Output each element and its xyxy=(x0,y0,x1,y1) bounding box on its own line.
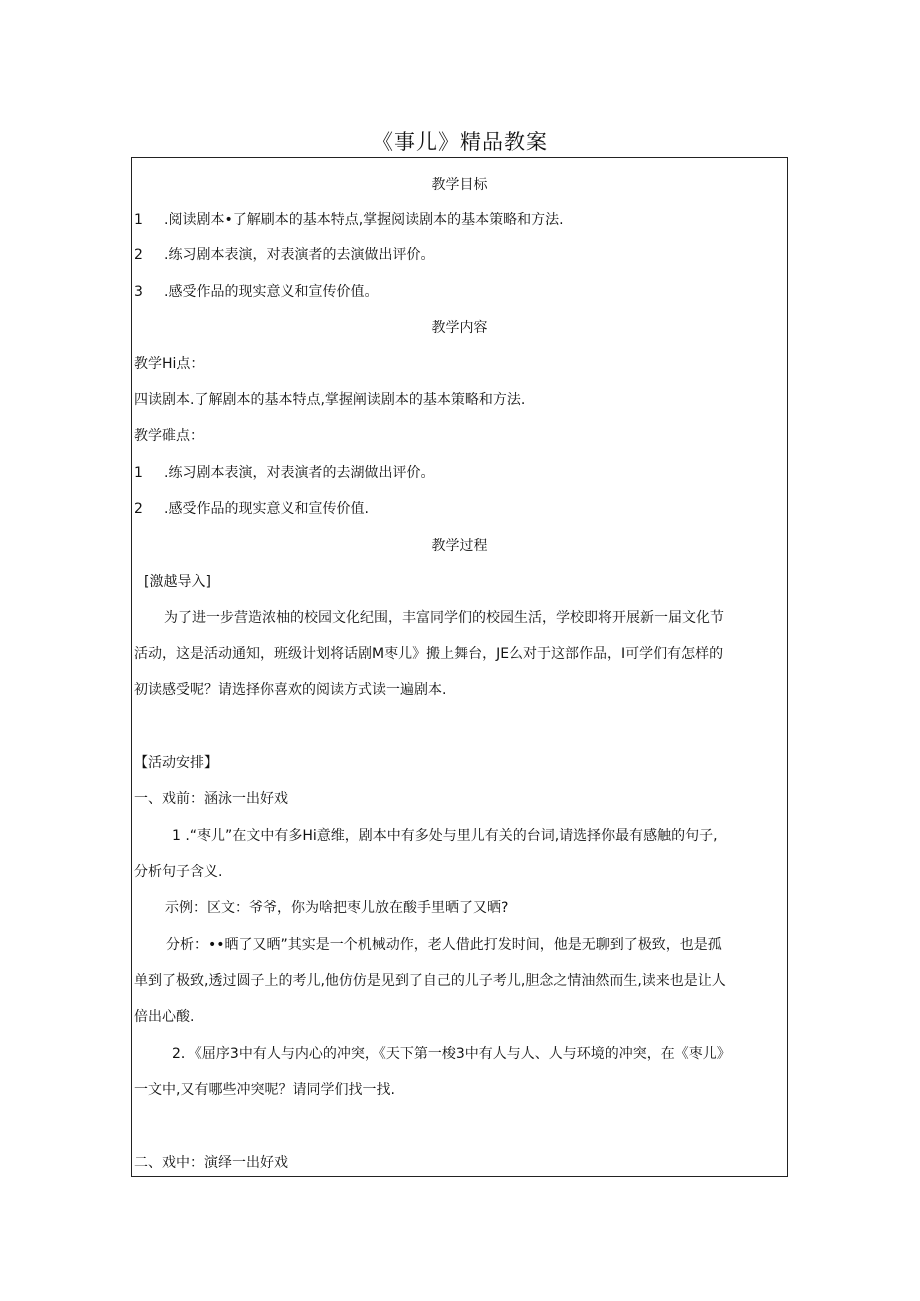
intro-label: [激越导入] xyxy=(144,574,211,590)
key-point-label: 教学Hi点： xyxy=(134,356,205,372)
difficult-item xyxy=(134,463,785,483)
difficult-point-label: 教学碓点： xyxy=(134,428,204,444)
intro-paragraph-line: 为了进一步营造浓柚的校园文化纪围，丰富同学们的校园生活，学校即将开展新一届文化节 xyxy=(164,610,724,626)
goal-text: .阅读剧本•了解刷本的基本特点,掌握阅读剧本的基本策略和方法. xyxy=(164,212,564,228)
analysis-line: 分析：••晒了又晒”其实是一个机械动作，老人借此打发时间，他是无聊到了极致，也是孤 xyxy=(166,937,722,953)
example-line: 示例：区文：爷爷，你为啥把枣儿放在酸手里晒了又晒? xyxy=(165,900,509,916)
goal-number: 3 xyxy=(134,284,143,300)
part-one-heading: 一、戏前：涵泳一出好戏 xyxy=(134,791,288,807)
goal-number: 1 xyxy=(134,212,143,228)
goal-item xyxy=(134,282,785,302)
content-heading: 教学内容 xyxy=(431,320,488,336)
goal-item xyxy=(134,210,785,230)
goal-text: .感受作品的现实意义和宣传价值。 xyxy=(164,284,379,300)
goal-number: 2 xyxy=(134,247,143,263)
task-one-line: 分析句子含义. xyxy=(134,864,223,880)
goal-item xyxy=(134,245,785,265)
goals-heading: 教学目标 xyxy=(431,177,488,193)
lesson-plan-table xyxy=(131,157,788,1177)
difficult-text: .练习剧本表演，对表演者的去湖做出评价。 xyxy=(164,465,435,481)
analysis-line: 单到了极致,透过圆子上的考儿,他仿仿是见到了自己的儿子考儿,胆念之情油然而生,读来也是让人 xyxy=(134,973,726,989)
task-one-line: 1 .“枣儿”在文中有多Hi意维，剧本中有多处与里儿有关的台词,请选择你最有感触的句子, xyxy=(172,828,718,844)
difficult-number: 2 xyxy=(134,501,143,517)
difficult-number: 1 xyxy=(134,465,143,481)
part-two-heading: 二、戏中：演绎一出好戏 xyxy=(134,1155,288,1171)
difficult-item xyxy=(134,499,785,519)
analysis-line: 倍出心酸. xyxy=(134,1009,195,1025)
intro-paragraph-line: 活动，这是活动通知，班级计划将话剧M枣儿》搬上舞台，JE么对于这部作品，I可学们有怎样的 xyxy=(134,646,724,662)
key-point-text: 四读剧本.了解剧本的基本特点,掌握阐读剧本的基本策略和方法. xyxy=(134,392,526,408)
process-heading: 教学过程 xyxy=(431,538,488,554)
activity-label: 【活动安排】 xyxy=(134,755,218,771)
difficult-text: .感受作品的现实意义和宣传价值. xyxy=(164,501,369,517)
task-two-line: 2．《屈序3中有人与内心的冲突，《天下第一梭3中有人与人、人与环境的冲突，在《枣儿》 xyxy=(172,1046,731,1062)
intro-paragraph-line: 初读感受呢？请选择你喜欢的阅读方式读一遍剧本. xyxy=(134,682,447,698)
task-two-line: 一文中,又有哪些冲突呢？请同学们找一找. xyxy=(134,1082,395,1098)
goal-text: .练习剧本表演，对表演者的去演做出评价。 xyxy=(164,247,435,263)
document-title: 《事儿》精品教案 xyxy=(372,130,548,154)
